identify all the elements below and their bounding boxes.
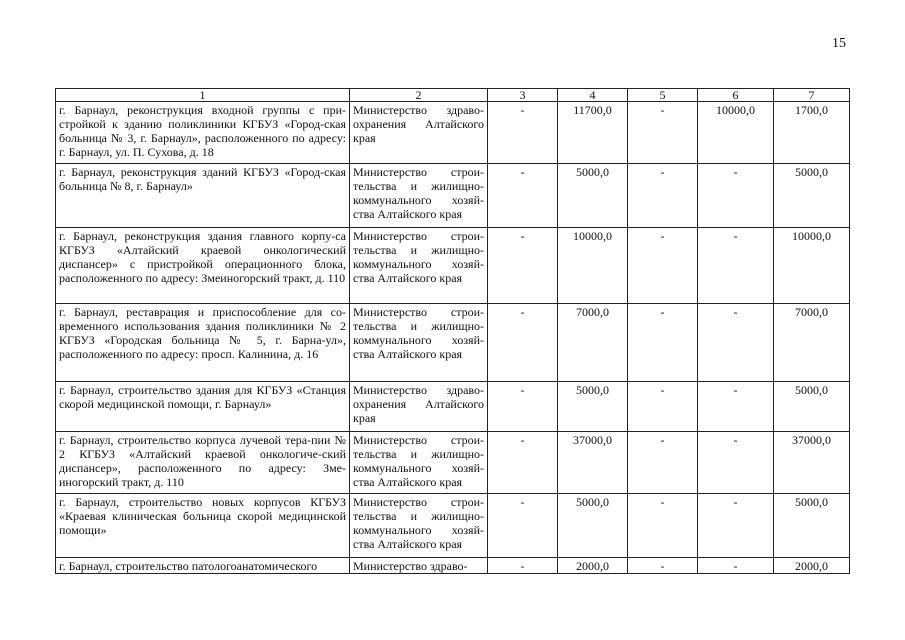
column-header: 5 (628, 89, 698, 102)
value-cell-6: - (698, 558, 774, 574)
value-cell-3: - (488, 382, 558, 432)
table-row (56, 228, 850, 304)
value-cell-7: 7000,0 (774, 304, 850, 382)
value-cell-7: 5000,0 (774, 494, 850, 558)
value-cell-5: - (628, 558, 698, 574)
object-cell: г. Барнаул, реконструкция здания главного корпу-са КГБУЗ «Алтайский краевой онкологический диспансер» с пристройкой операционного блока, расположенного по адресу: Змеиногорский тракт, д. 110 (56, 228, 350, 304)
value-cell-6: - (698, 228, 774, 304)
table-row (56, 494, 850, 558)
budget-table (55, 88, 850, 574)
value-cell-4: 7000,0 (558, 304, 628, 382)
table-row (56, 164, 850, 228)
value-cell-4: 37000,0 (558, 432, 628, 494)
ministry-cell: Министерство строи-тельства и жилищно-коммунального хозяй-ства Алтайского края (350, 164, 488, 228)
value-cell-5: - (628, 494, 698, 558)
value-cell-7: 37000,0 (774, 432, 850, 494)
value-cell-7: 2000,0 (774, 558, 850, 574)
column-header: 3 (488, 89, 558, 102)
value-cell-5: - (628, 304, 698, 382)
value-cell-6: - (698, 494, 774, 558)
object-cell: г. Барнаул, реставрация и приспособление для со-временного использования здания поликлиники № 2 КГБУЗ «Городская больница № 5, г. Барна-ул», расположенного по адресу: просп. Калинина, д. 16 (56, 304, 350, 382)
value-cell-4: 5000,0 (558, 164, 628, 228)
table-row (56, 304, 850, 382)
value-cell-3: - (488, 558, 558, 574)
table-header-row (56, 89, 850, 102)
value-cell-5: - (628, 102, 698, 164)
value-cell-6: 10000,0 (698, 102, 774, 164)
ministry-cell: Министерство здраво-охранения Алтайского края (350, 102, 488, 164)
value-cell-6: - (698, 432, 774, 494)
object-cell: г. Барнаул, строительство патологоанатомического (56, 558, 350, 574)
value-cell-7: 1700,0 (774, 102, 850, 164)
table-row (56, 432, 850, 494)
table-row (56, 558, 850, 574)
object-cell: г. Барнаул, строительство здания для КГБУЗ «Станция скорой медицинской помощи, г. Барнаул» (56, 382, 350, 432)
value-cell-3: - (488, 432, 558, 494)
column-header: 4 (558, 89, 628, 102)
object-cell: г. Барнаул, строительство новых корпусов КГБУЗ «Краевая клиническая больница скорой медицинской помощи» (56, 494, 350, 558)
column-header: 1 (56, 89, 350, 102)
object-cell: г. Барнаул, реконструкция зданий КГБУЗ «Город-ская больница № 8, г. Барнаул» (56, 164, 350, 228)
table-row (56, 102, 850, 164)
column-header: 7 (774, 89, 850, 102)
value-cell-7: 5000,0 (774, 382, 850, 432)
value-cell-7: 10000,0 (774, 228, 850, 304)
value-cell-6: - (698, 164, 774, 228)
value-cell-4: 2000,0 (558, 558, 628, 574)
value-cell-4: 5000,0 (558, 382, 628, 432)
value-cell-7: 5000,0 (774, 164, 850, 228)
column-header: 6 (698, 89, 774, 102)
ministry-cell: Министерство здраво-охранения Алтайского края (350, 382, 488, 432)
ministry-cell: Министерство строи-тельства и жилищно-коммунального хозяй-ства Алтайского края (350, 304, 488, 382)
value-cell-5: - (628, 228, 698, 304)
value-cell-3: - (488, 164, 558, 228)
ministry-cell: Министерство здраво- (350, 558, 488, 574)
value-cell-5: - (628, 432, 698, 494)
value-cell-4: 11700,0 (558, 102, 628, 164)
ministry-cell: Министерство строи-тельства и жилищно-коммунального хозяй-ства Алтайского края (350, 228, 488, 304)
value-cell-3: - (488, 228, 558, 304)
column-header: 2 (350, 89, 488, 102)
value-cell-3: - (488, 494, 558, 558)
ministry-cell: Министерство строи-тельства и жилищно-коммунального хозяй-ства Алтайского края (350, 494, 488, 558)
value-cell-5: - (628, 164, 698, 228)
value-cell-3: - (488, 304, 558, 382)
value-cell-4: 5000,0 (558, 494, 628, 558)
page-number: 15 (832, 36, 846, 51)
value-cell-5: - (628, 382, 698, 432)
value-cell-6: - (698, 382, 774, 432)
table-row (56, 382, 850, 432)
object-cell: г. Барнаул, строительство корпуса лучевой тера-пии № 2 КГБУЗ «Алтайский краевой онкологиче-ский диспансер», расположенного по адресу: Зме-иногорский тракт, д. 110 (56, 432, 350, 494)
value-cell-6: - (698, 304, 774, 382)
ministry-cell: Министерство строи-тельства и жилищно-коммунального хозяй-ства Алтайского края (350, 432, 488, 494)
value-cell-3: - (488, 102, 558, 164)
object-cell: г. Барнаул, реконструкция входной группы с при-стройкой к зданию поликлиники КГБУЗ «Город-ская больница № 3, г. Барнаул», расположенного по адресу: г. Барнаул, ул. П. Сухова, д. 18 (56, 102, 350, 164)
value-cell-4: 10000,0 (558, 228, 628, 304)
